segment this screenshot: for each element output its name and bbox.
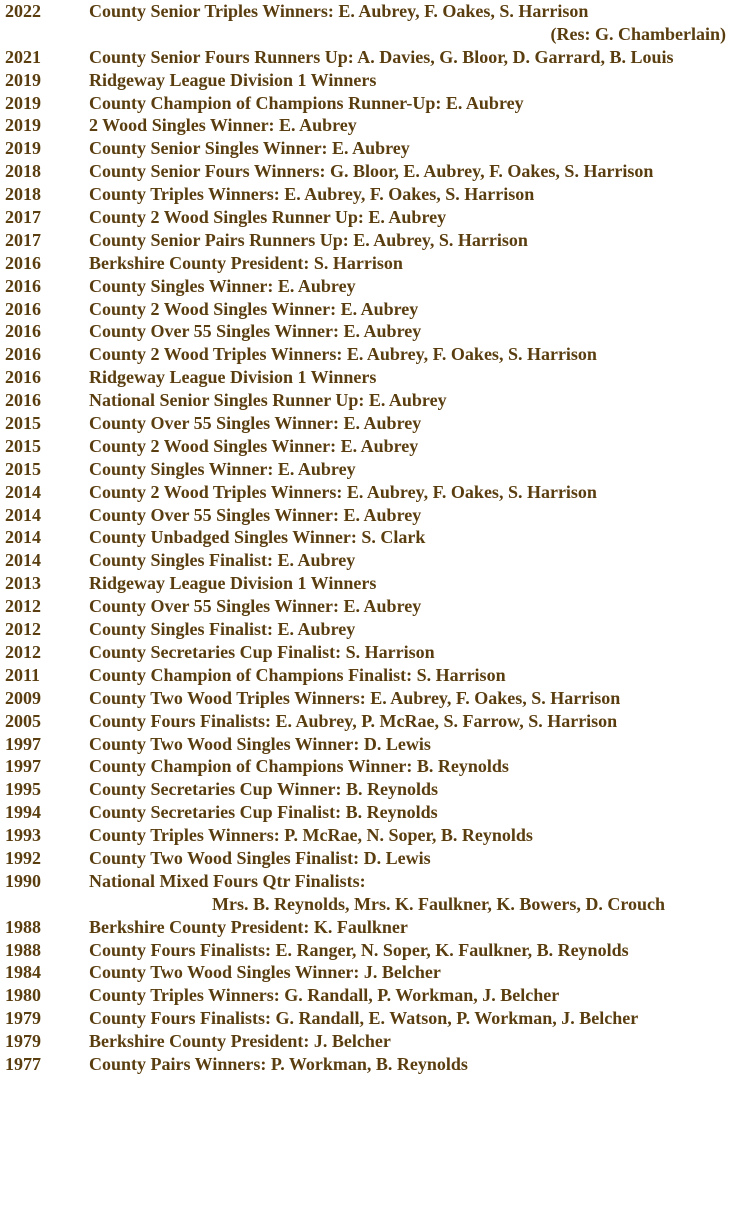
honour-title: County Senior Fours Runners Up: A. Davies, G. Bloor, D. Garrard, B. Louis [89,46,674,67]
honour-title: County Two Wood Singles Winner: D. Lewis [89,733,431,754]
honour-year: 2005 [5,710,41,731]
honour-year: 2021 [5,46,41,67]
honour-row [0,755,748,778]
honour-year: 2018 [5,161,41,182]
honour-title: County Secretaries Cup Finalist: S. Harrison [89,641,435,662]
honour-row [0,69,748,92]
honour-year: 1979 [5,1031,41,1052]
honour-title: County Fours Finalists: G. Randall, E. Watson, P. Workman, J. Belcher [89,1008,639,1029]
honour-year: 1988 [5,916,41,937]
honour-year: 2012 [5,641,41,662]
honour-title: County Senior Pairs Runners Up: E. Aubrey, S. Harrison [89,229,528,250]
honour-title: County Triples Winners: E. Aubrey, F. Oakes, S. Harrison [89,184,535,205]
honour-title: Ridgeway League Division 1 Winners [89,367,377,388]
honour-year: 1988 [5,939,41,960]
honour-team-names: Mrs. B. Reynolds, Mrs. K. Faulkner, K. Bowers, D. Crouch [212,893,666,914]
honour-title: County Pairs Winners: P. Workman, B. Reynolds [89,1053,468,1074]
honour-row [0,343,748,366]
honour-continuation-row [0,893,748,916]
honour-row [0,847,748,870]
honour-title: County Two Wood Singles Finalist: D. Lewis [89,847,431,868]
honour-year: 1980 [5,985,41,1006]
honour-year: 1984 [5,962,41,983]
honour-title: Ridgeway League Division 1 Winners [89,573,377,594]
honour-row [0,595,748,618]
honour-year: 2014 [5,481,41,502]
honour-title: County 2 Wood Triples Winners: E. Aubrey, F. Oakes, S. Harrison [89,344,597,365]
honour-row [0,1007,748,1030]
honour-row [0,92,748,115]
honour-row [0,298,748,321]
honour-year: 1992 [5,847,41,868]
honour-year: 2015 [5,435,41,456]
honour-year: 1997 [5,733,41,754]
honour-title: Ridgeway League Division 1 Winners [89,69,377,90]
honour-year: 2015 [5,413,41,434]
honour-title: County Champion of Champions Runner-Up: E. Aubrey [89,92,524,113]
honour-row [0,206,748,229]
honour-title: County Singles Winner: E. Aubrey [89,275,356,296]
honour-year: 2011 [5,664,41,685]
honour-row [0,160,748,183]
honour-title: County Unbadged Singles Winner: S. Clark [89,527,426,548]
honour-year: 1990 [5,870,41,891]
honour-row [0,778,748,801]
honour-year: 1997 [5,756,41,777]
honour-row [0,229,748,252]
honour-title: County 2 Wood Triples Winners: E. Aubrey, F. Oakes, S. Harrison [89,481,597,502]
honour-year: 2012 [5,619,41,640]
honour-title: County Singles Finalist: E. Aubrey [89,550,356,571]
honour-row [0,137,748,160]
honour-title: County Senior Fours Winners: G. Bloor, E. Aubrey, F. Oakes, S. Harrison [89,161,654,182]
honour-year: 2012 [5,596,41,617]
honour-year: 2019 [5,92,41,113]
honour-year: 2016 [5,321,41,342]
honour-title: County Champion of Champions Finalist: S. Harrison [89,664,506,685]
honour-row [0,275,748,298]
honour-reserve-note: (Res: G. Chamberlain) [550,23,726,44]
honour-year: 1993 [5,825,41,846]
honour-row [0,389,748,412]
honour-row [0,526,748,549]
honour-year: 1979 [5,1008,41,1029]
honour-row [0,114,748,137]
honour-year: 2018 [5,184,41,205]
honour-title: County Senior Triples Winners: E. Aubrey, F. Oakes, S. Harrison [89,1,589,21]
honour-title: County 2 Wood Singles Winner: E. Aubrey [89,298,419,319]
honour-title: County Fours Finalists: E. Aubrey, P. McRae, S. Farrow, S. Harrison [89,710,618,731]
honour-title: National Senior Singles Runner Up: E. Aubrey [89,390,447,411]
honour-title: County Over 55 Singles Winner: E. Aubrey [89,504,422,525]
honour-title: County Triples Winners: G. Randall, P. Workman, J. Belcher [89,985,560,1006]
honour-year: 2016 [5,390,41,411]
honour-title: County Senior Singles Winner: E. Aubrey [89,138,410,159]
honour-row [0,252,748,275]
honour-row [0,870,748,893]
honour-row [0,916,748,939]
honour-title: County Champion of Champions Winner: B. Reynolds [89,756,509,777]
honour-row [0,641,748,664]
honour-year: 2015 [5,458,41,479]
honour-title: Berkshire County President: J. Belcher [89,1031,391,1052]
honour-title: County Fours Finalists: E. Ranger, N. Soper, K. Faulkner, B. Reynolds [89,939,629,960]
honour-title: County Secretaries Cup Winner: B. Reynolds [89,779,439,800]
honour-row [0,435,748,458]
honour-row [0,801,748,824]
honour-year: 2019 [5,138,41,159]
honour-year: 2017 [5,207,41,228]
honour-row [0,0,748,23]
honour-row [0,939,748,962]
honour-row [0,572,748,595]
honour-year: 2022 [5,1,41,21]
honour-year: 2013 [5,573,41,594]
honour-title: County Triples Winners: P. McRae, N. Soper, B. Reynolds [89,825,533,846]
honour-year: 2016 [5,367,41,388]
honour-row [0,320,748,343]
honour-title: County 2 Wood Singles Winner: E. Aubrey [89,435,419,456]
honour-year: 2014 [5,504,41,525]
honour-year: 2019 [5,115,41,136]
honour-row [0,1030,748,1053]
honour-row [0,824,748,847]
honour-title: Berkshire County President: K. Faulkner [89,916,408,937]
honour-row [0,458,748,481]
honour-row [0,366,748,389]
honour-title: Berkshire County President: S. Harrison [89,252,403,273]
honour-row [0,984,748,1007]
honour-title: National Mixed Fours Qtr Finalists: [89,870,366,891]
honour-title: 2 Wood Singles Winner: E. Aubrey [89,115,357,136]
honour-row [0,687,748,710]
honour-row [0,481,748,504]
honour-title: County Singles Finalist: E. Aubrey [89,619,356,640]
honour-title: County Two Wood Singles Winner: J. Belcher [89,962,441,983]
honour-row [0,710,748,733]
honour-row [0,1053,748,1076]
honour-row [0,46,748,69]
honour-year: 2019 [5,69,41,90]
honour-row [0,504,748,527]
honour-row [0,733,748,756]
honour-year: 2016 [5,344,41,365]
honour-title: County Two Wood Triples Winners: E. Aubrey, F. Oakes, S. Harrison [89,687,621,708]
honour-year: 1994 [5,802,41,823]
honour-continuation-row [0,23,748,46]
honour-year: 2016 [5,252,41,273]
honour-year: 1995 [5,779,41,800]
honour-row [0,183,748,206]
honour-row [0,412,748,435]
honour-title: County Over 55 Singles Winner: E. Aubrey [89,413,422,434]
honour-title: County Over 55 Singles Winner: E. Aubrey [89,321,422,342]
honour-row [0,961,748,984]
honour-year: 2014 [5,550,41,571]
honour-row [0,618,748,641]
honour-title: County Singles Winner: E. Aubrey [89,458,356,479]
honour-year: 1977 [5,1053,41,1074]
honour-title: County 2 Wood Singles Runner Up: E. Aubrey [89,207,447,228]
honour-year: 2016 [5,275,41,296]
honour-year: 2009 [5,687,41,708]
honour-title: County Secretaries Cup Finalist: B. Reynolds [89,802,438,823]
honour-row [0,664,748,687]
honour-year: 2016 [5,298,41,319]
honour-year: 2017 [5,229,41,250]
honour-row [0,549,748,572]
honour-year: 2014 [5,527,41,548]
honour-title: County Over 55 Singles Winner: E. Aubrey [89,596,422,617]
